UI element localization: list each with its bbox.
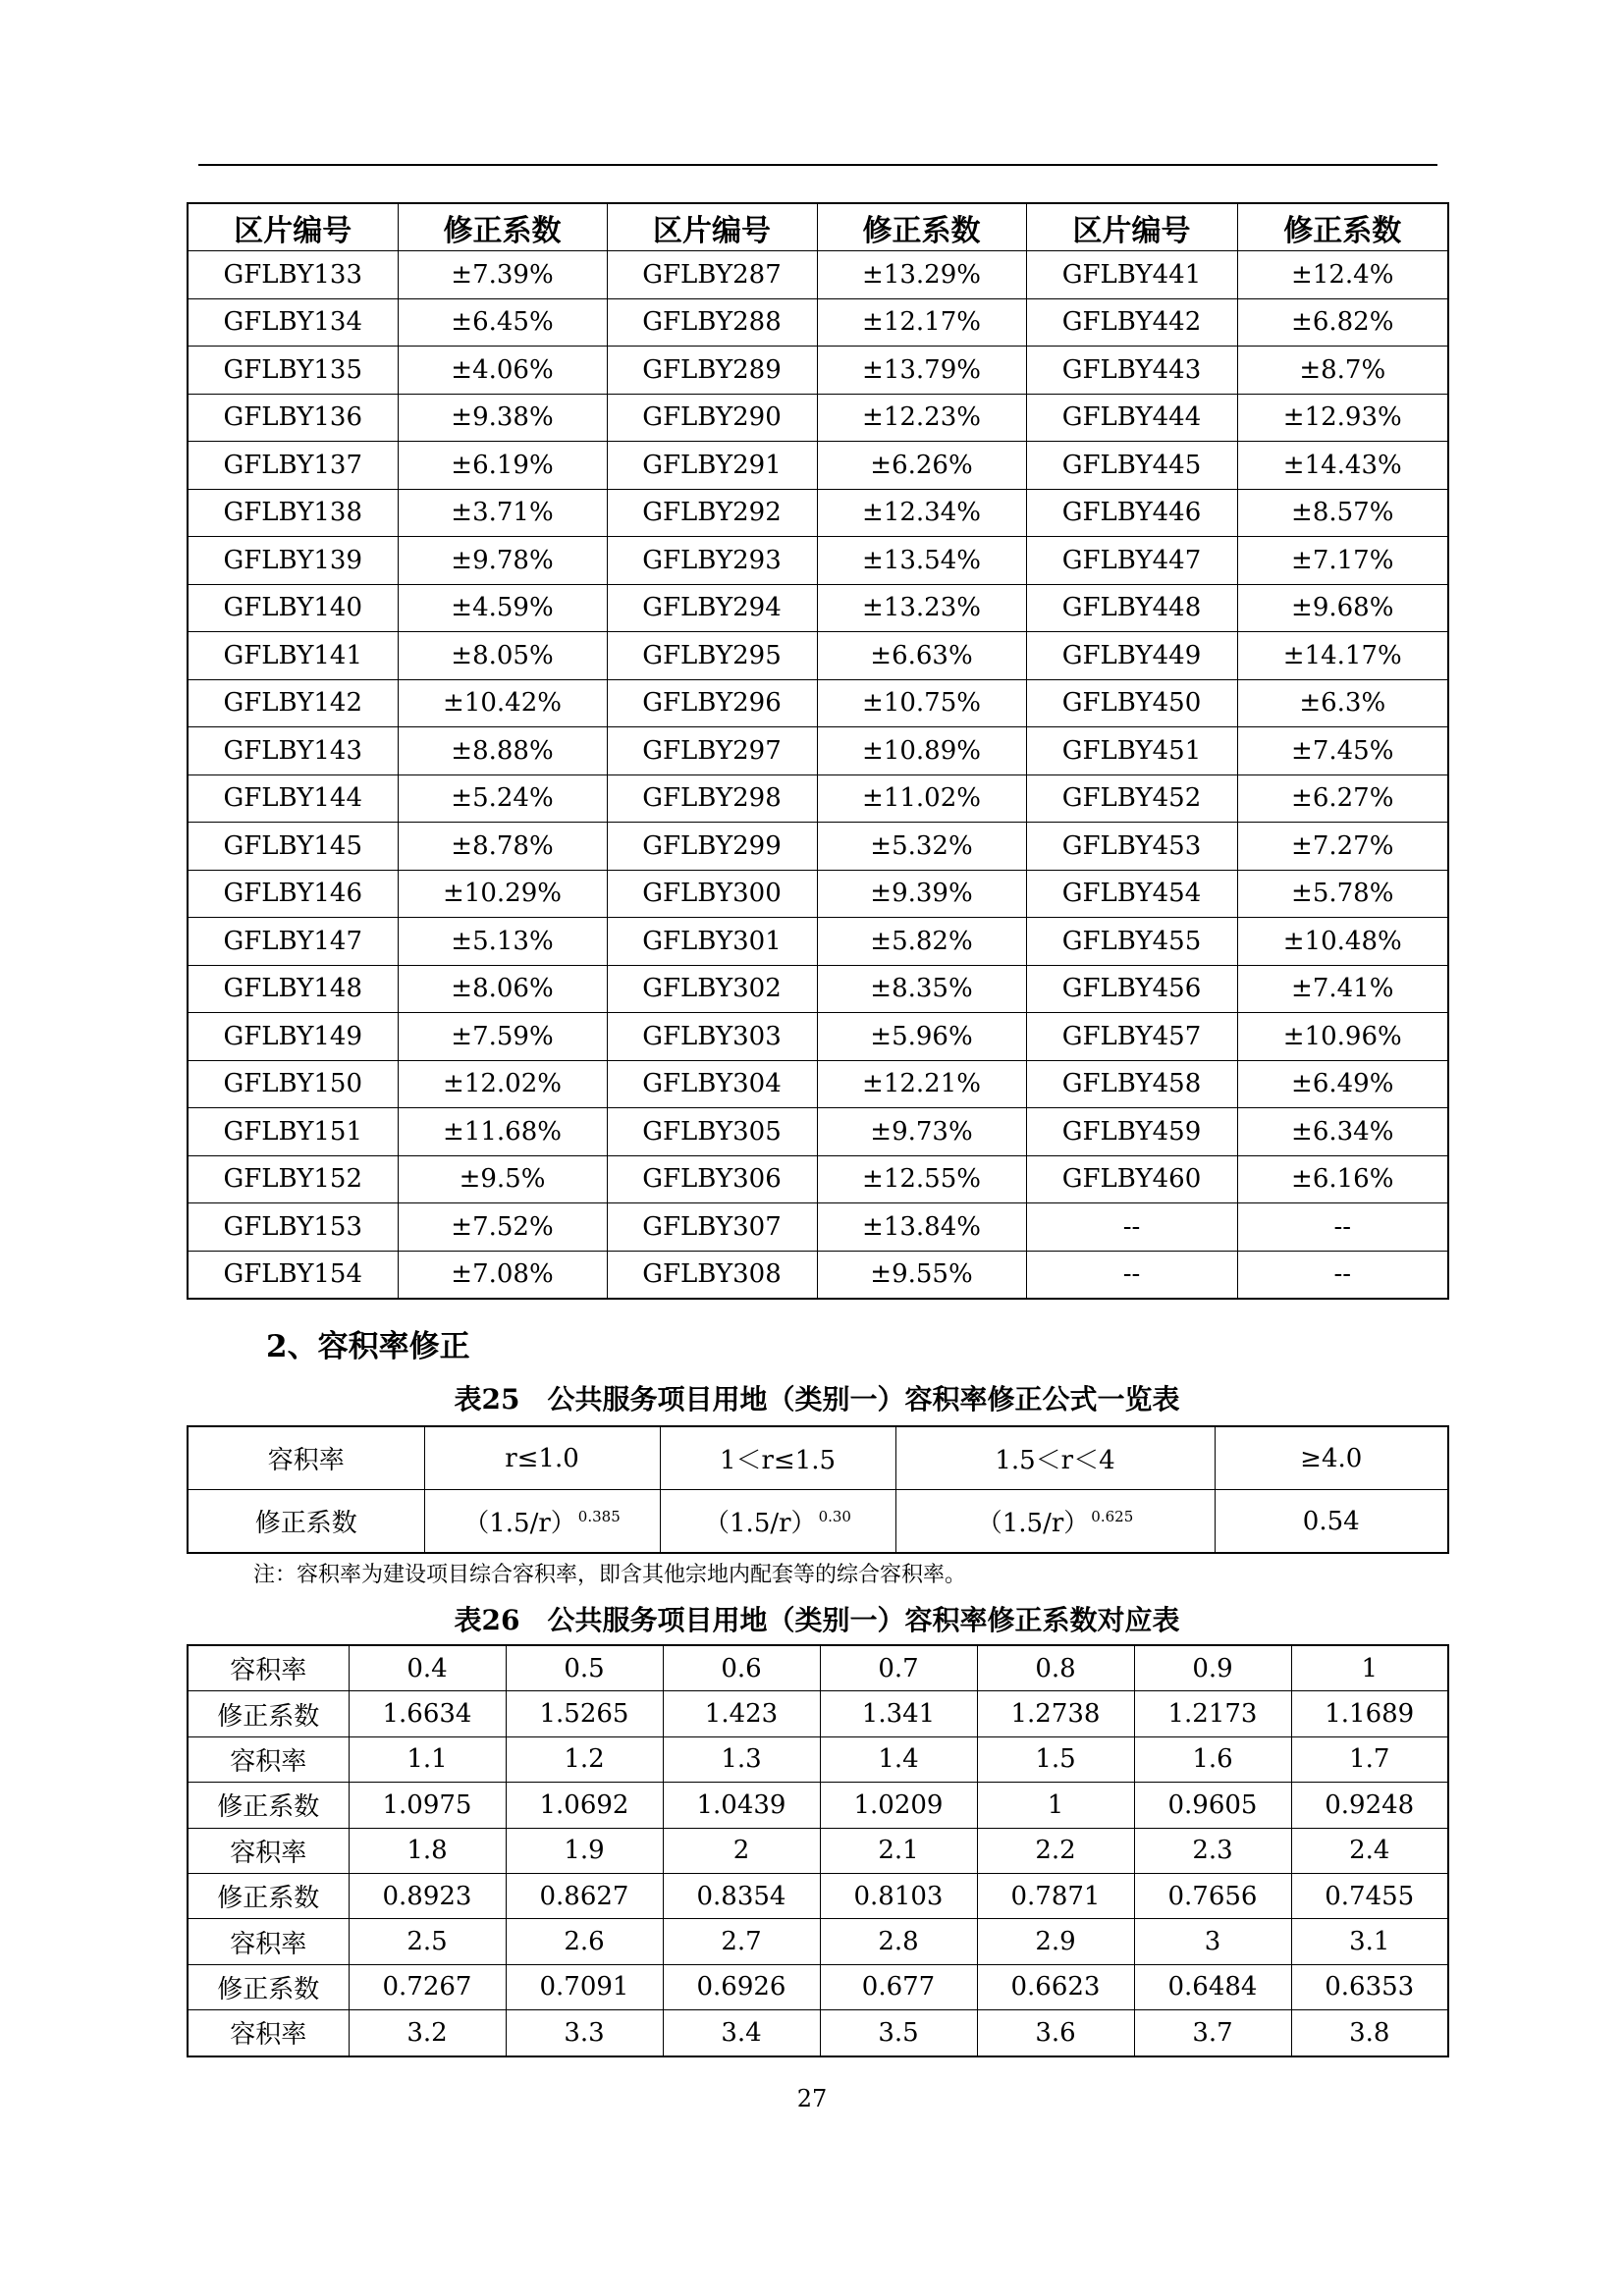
far-value-cell: 2.8 bbox=[820, 1919, 977, 1964]
coefficient-cell: ±11.02% bbox=[817, 774, 1026, 823]
zone-id-cell: GFLBY453 bbox=[1026, 823, 1237, 871]
coefficient-label: 修正系数 bbox=[188, 1873, 349, 1918]
zone-id-cell: GFLBY135 bbox=[188, 347, 398, 395]
table-row bbox=[188, 1783, 1448, 1828]
coefficient-cell: 0.7871 bbox=[977, 1873, 1134, 1918]
table-row bbox=[188, 347, 1448, 395]
table-row bbox=[188, 1873, 1448, 1918]
far-value-cell: 0.5 bbox=[506, 1645, 663, 1691]
zone-id-cell: GFLBY151 bbox=[188, 1108, 398, 1156]
coefficient-cell: 1.341 bbox=[820, 1691, 977, 1736]
zone-id-cell: GFLBY445 bbox=[1026, 442, 1237, 490]
page-number: 27 bbox=[796, 2085, 828, 2112]
formula-cell bbox=[424, 1490, 660, 1554]
formula-base: （1.5/r） bbox=[976, 1509, 1090, 1538]
coefficient-cell: ±5.13% bbox=[398, 918, 607, 966]
coefficient-cell: 0.6623 bbox=[977, 1964, 1134, 2009]
coefficient-cell: ±8.05% bbox=[398, 632, 607, 680]
coefficient-cell: 0.7656 bbox=[1134, 1873, 1291, 1918]
far-label: 容积率 bbox=[188, 1736, 349, 1782]
table-row bbox=[188, 1426, 1448, 1490]
coefficient-cell: ±5.82% bbox=[817, 918, 1026, 966]
coefficient-cell: ±7.45% bbox=[1237, 727, 1448, 775]
coefficient-cell: ±3.71% bbox=[398, 489, 607, 537]
far-label: 容积率 bbox=[188, 2010, 349, 2056]
zone-id-cell: GFLBY139 bbox=[188, 537, 398, 585]
coefficient-cell: ±8.57% bbox=[1237, 489, 1448, 537]
coefficient-cell: ±7.08% bbox=[398, 1251, 607, 1299]
coefficient-cell: ±12.23% bbox=[817, 394, 1026, 442]
table-row bbox=[188, 1919, 1448, 1964]
table26-caption: 表26 公共服务项目用地（类别一）容积率修正系数对应表 bbox=[454, 1604, 1180, 1636]
zone-id-cell: GFLBY145 bbox=[188, 823, 398, 871]
far-value-cell: 0.8 bbox=[977, 1645, 1134, 1691]
zone-id-cell: GFLBY153 bbox=[188, 1203, 398, 1252]
table-row bbox=[188, 251, 1448, 299]
coefficient-cell: ±13.29% bbox=[817, 251, 1026, 299]
range-cell: 1＜r≤1.5 bbox=[660, 1426, 895, 1490]
zone-id-cell: GFLBY305 bbox=[607, 1108, 817, 1156]
zone-id-cell: GFLBY454 bbox=[1026, 870, 1237, 918]
coefficient-cell: 0.9605 bbox=[1134, 1783, 1291, 1828]
coefficient-cell: 1.0692 bbox=[506, 1783, 663, 1828]
coefficient-cell: ±9.38% bbox=[398, 394, 607, 442]
coefficient-cell: ±6.19% bbox=[398, 442, 607, 490]
header-coefficient: 修正系数 bbox=[1237, 203, 1448, 251]
coefficient-cell: 0.6926 bbox=[663, 1964, 820, 2009]
far-value-cell: 3.2 bbox=[349, 2010, 506, 2056]
zone-id-cell: GFLBY457 bbox=[1026, 1013, 1237, 1061]
coefficient-cell: ±6.26% bbox=[817, 442, 1026, 490]
far-coefficient-table bbox=[187, 1644, 1449, 2057]
zone-id-cell: GFLBY134 bbox=[188, 298, 398, 347]
formula-cell bbox=[895, 1490, 1215, 1554]
far-value-cell: 1.1 bbox=[349, 1736, 506, 1782]
formula-base: （1.5/r） bbox=[463, 1509, 576, 1538]
correction-coefficient-table bbox=[187, 202, 1449, 1300]
zone-id-cell: GFLBY295 bbox=[607, 632, 817, 680]
coefficient-cell: ±13.54% bbox=[817, 537, 1026, 585]
far-value-cell: 1.8 bbox=[349, 1828, 506, 1873]
coefficient-cell: ±8.35% bbox=[817, 965, 1026, 1013]
zone-id-cell: GFLBY287 bbox=[607, 251, 817, 299]
zone-id-cell: GFLBY293 bbox=[607, 537, 817, 585]
coefficient-cell: ±9.39% bbox=[817, 870, 1026, 918]
coefficient-cell: ±6.82% bbox=[1237, 298, 1448, 347]
far-value-cell: 3 bbox=[1134, 1919, 1291, 1964]
table-row bbox=[188, 1251, 1448, 1299]
zone-id-cell: GFLBY301 bbox=[607, 918, 817, 966]
far-value-cell: 2.5 bbox=[349, 1919, 506, 1964]
far-value-cell: 3.6 bbox=[977, 2010, 1134, 2056]
coefficient-cell: ±8.06% bbox=[398, 965, 607, 1013]
zone-id-cell: GFLBY148 bbox=[188, 965, 398, 1013]
coefficient-cell: ±14.17% bbox=[1237, 632, 1448, 680]
zone-id-cell: GFLBY303 bbox=[607, 1013, 817, 1061]
zone-id-cell: -- bbox=[1026, 1203, 1237, 1252]
far-value-cell: 0.7 bbox=[820, 1645, 977, 1691]
zone-id-cell: GFLBY149 bbox=[188, 1013, 398, 1061]
table-row bbox=[188, 1203, 1448, 1252]
zone-id-cell: GFLBY140 bbox=[188, 584, 398, 632]
coefficient-cell: 0.7091 bbox=[506, 1964, 663, 2009]
value-cell: 0.54 bbox=[1215, 1490, 1448, 1554]
far-label: 容积率 bbox=[188, 1919, 349, 1964]
coefficient-cell: ±6.16% bbox=[1237, 1155, 1448, 1203]
coefficient-cell: ±10.89% bbox=[817, 727, 1026, 775]
table-row bbox=[188, 823, 1448, 871]
zone-id-cell: GFLBY451 bbox=[1026, 727, 1237, 775]
coefficient-cell: ±13.79% bbox=[817, 347, 1026, 395]
coefficient-cell: ±7.59% bbox=[398, 1013, 607, 1061]
range-cell: ≥4.0 bbox=[1215, 1426, 1448, 1490]
coefficient-cell: 0.6484 bbox=[1134, 1964, 1291, 2009]
coefficient-cell: ±8.78% bbox=[398, 823, 607, 871]
far-value-cell: 0.9 bbox=[1134, 1645, 1291, 1691]
zone-id-cell: GFLBY136 bbox=[188, 394, 398, 442]
coefficient-cell: ±7.17% bbox=[1237, 537, 1448, 585]
zone-id-cell: GFLBY291 bbox=[607, 442, 817, 490]
zone-id-cell: GFLBY144 bbox=[188, 774, 398, 823]
table-row bbox=[188, 1490, 1448, 1554]
coefficient-cell: ±6.49% bbox=[1237, 1060, 1448, 1108]
far-value-cell: 3.8 bbox=[1291, 2010, 1448, 2056]
table25-caption: 表25 公共服务项目用地（类别一）容积率修正公式一览表 bbox=[454, 1383, 1180, 1415]
zone-id-cell: GFLBY300 bbox=[607, 870, 817, 918]
table-row bbox=[188, 1828, 1448, 1873]
zone-id-cell: GFLBY302 bbox=[607, 965, 817, 1013]
zone-id-cell: GFLBY447 bbox=[1026, 537, 1237, 585]
zone-id-cell: GFLBY298 bbox=[607, 774, 817, 823]
far-value-cell: 1.3 bbox=[663, 1736, 820, 1782]
coefficient-cell: ±7.41% bbox=[1237, 965, 1448, 1013]
table-row bbox=[188, 584, 1448, 632]
header-coefficient: 修正系数 bbox=[398, 203, 607, 251]
zone-id-cell: GFLBY306 bbox=[607, 1155, 817, 1203]
far-value-cell: 3.7 bbox=[1134, 2010, 1291, 2056]
zone-id-cell: GFLBY441 bbox=[1026, 251, 1237, 299]
zone-id-cell: GFLBY141 bbox=[188, 632, 398, 680]
zone-id-cell: GFLBY289 bbox=[607, 347, 817, 395]
zone-id-cell: GFLBY142 bbox=[188, 679, 398, 727]
zone-id-cell: GFLBY294 bbox=[607, 584, 817, 632]
coefficient-cell: -- bbox=[1237, 1251, 1448, 1299]
coefficient-cell: ±14.43% bbox=[1237, 442, 1448, 490]
coefficient-cell: ±12.02% bbox=[398, 1060, 607, 1108]
coefficient-cell: ±5.32% bbox=[817, 823, 1026, 871]
coefficient-cell: ±4.59% bbox=[398, 584, 607, 632]
coefficient-cell: ±7.52% bbox=[398, 1203, 607, 1252]
coefficient-cell: -- bbox=[1237, 1203, 1448, 1252]
coefficient-cell: ±9.78% bbox=[398, 537, 607, 585]
table-row bbox=[188, 394, 1448, 442]
table-row bbox=[188, 727, 1448, 775]
zone-id-cell: GFLBY147 bbox=[188, 918, 398, 966]
formula-exponent: 0.30 bbox=[818, 1508, 851, 1525]
table-row bbox=[188, 918, 1448, 966]
coefficient-cell: ±7.39% bbox=[398, 251, 607, 299]
zone-id-cell: GFLBY446 bbox=[1026, 489, 1237, 537]
coefficient-cell: ±10.29% bbox=[398, 870, 607, 918]
coefficient-cell: ±7.27% bbox=[1237, 823, 1448, 871]
coefficient-cell: ±6.34% bbox=[1237, 1108, 1448, 1156]
zone-id-cell: GFLBY452 bbox=[1026, 774, 1237, 823]
coefficient-label: 修正系数 bbox=[188, 1964, 349, 2009]
far-value-cell: 2.9 bbox=[977, 1919, 1134, 1964]
table-row bbox=[188, 965, 1448, 1013]
far-value-cell: 1.7 bbox=[1291, 1736, 1448, 1782]
table-row bbox=[188, 632, 1448, 680]
far-value-cell: 0.4 bbox=[349, 1645, 506, 1691]
zone-id-cell: GFLBY137 bbox=[188, 442, 398, 490]
coefficient-cell: ±10.48% bbox=[1237, 918, 1448, 966]
far-value-cell: 1.9 bbox=[506, 1828, 663, 1873]
zone-id-cell: GFLBY443 bbox=[1026, 347, 1237, 395]
far-label: 容积率 bbox=[188, 1426, 424, 1490]
coefficient-cell: 0.6353 bbox=[1291, 1964, 1448, 2009]
far-value-cell: 2.1 bbox=[820, 1828, 977, 1873]
zone-id-cell: GFLBY150 bbox=[188, 1060, 398, 1108]
far-formula-table bbox=[187, 1425, 1449, 1554]
formula-exponent: 0.385 bbox=[577, 1508, 621, 1525]
coefficient-cell: 0.8103 bbox=[820, 1873, 977, 1918]
coefficient-cell: 0.8923 bbox=[349, 1873, 506, 1918]
coefficient-cell: ±8.7% bbox=[1237, 347, 1448, 395]
coefficient-cell: 1 bbox=[977, 1783, 1134, 1828]
far-value-cell: 1.6 bbox=[1134, 1736, 1291, 1782]
coefficient-cell: ±6.3% bbox=[1237, 679, 1448, 727]
range-cell: 1.5＜r＜4 bbox=[895, 1426, 1215, 1490]
zone-id-cell: GFLBY133 bbox=[188, 251, 398, 299]
zone-id-cell: GFLBY455 bbox=[1026, 918, 1237, 966]
table-row bbox=[188, 1736, 1448, 1782]
far-value-cell: 2.4 bbox=[1291, 1828, 1448, 1873]
coefficient-cell: ±10.42% bbox=[398, 679, 607, 727]
coefficient-cell: ±6.63% bbox=[817, 632, 1026, 680]
zone-id-cell: GFLBY442 bbox=[1026, 298, 1237, 347]
coefficient-cell: ±12.93% bbox=[1237, 394, 1448, 442]
coefficient-cell: 1.423 bbox=[663, 1691, 820, 1736]
header-zone-id: 区片编号 bbox=[1026, 203, 1237, 251]
zone-id-cell: GFLBY450 bbox=[1026, 679, 1237, 727]
coefficient-cell: ±5.24% bbox=[398, 774, 607, 823]
far-value-cell: 1.5 bbox=[977, 1736, 1134, 1782]
far-value-cell: 2 bbox=[663, 1828, 820, 1873]
coefficient-cell: ±9.68% bbox=[1237, 584, 1448, 632]
coefficient-cell: ±13.84% bbox=[817, 1203, 1026, 1252]
far-value-cell: 3.4 bbox=[663, 2010, 820, 2056]
zone-id-cell: GFLBY449 bbox=[1026, 632, 1237, 680]
zone-id-cell: GFLBY138 bbox=[188, 489, 398, 537]
far-value-cell: 3.1 bbox=[1291, 1919, 1448, 1964]
table-row bbox=[188, 1013, 1448, 1061]
zone-id-cell: GFLBY308 bbox=[607, 1251, 817, 1299]
coefficient-cell: ±9.5% bbox=[398, 1155, 607, 1203]
zone-id-cell: GFLBY458 bbox=[1026, 1060, 1237, 1108]
zone-id-cell: GFLBY299 bbox=[607, 823, 817, 871]
formula-base: （1.5/r） bbox=[704, 1509, 817, 1538]
formula-cell bbox=[660, 1490, 895, 1554]
table-row bbox=[188, 1108, 1448, 1156]
coefficient-label: 修正系数 bbox=[188, 1691, 349, 1736]
far-value-cell: 2.3 bbox=[1134, 1828, 1291, 1873]
far-label: 容积率 bbox=[188, 1645, 349, 1691]
coefficient-cell: 0.7455 bbox=[1291, 1873, 1448, 1918]
table-row bbox=[188, 442, 1448, 490]
coefficient-cell: 1.5265 bbox=[506, 1691, 663, 1736]
coefficient-cell: ±6.27% bbox=[1237, 774, 1448, 823]
zone-id-cell: GFLBY152 bbox=[188, 1155, 398, 1203]
zone-id-cell: GFLBY448 bbox=[1026, 584, 1237, 632]
zone-id-cell: GFLBY297 bbox=[607, 727, 817, 775]
far-value-cell: 1.2 bbox=[506, 1736, 663, 1782]
coefficient-cell: ±12.55% bbox=[817, 1155, 1026, 1203]
header-rule bbox=[198, 164, 1437, 166]
coefficient-cell: 1.1689 bbox=[1291, 1691, 1448, 1736]
coefficient-cell: ±10.75% bbox=[817, 679, 1026, 727]
coefficient-cell: ±6.45% bbox=[398, 298, 607, 347]
coefficient-cell: 0.8627 bbox=[506, 1873, 663, 1918]
table-row bbox=[188, 774, 1448, 823]
coefficient-cell: 1.2173 bbox=[1134, 1691, 1291, 1736]
far-label: 容积率 bbox=[188, 1828, 349, 1873]
table-row bbox=[188, 1060, 1448, 1108]
coefficient-cell: 1.2738 bbox=[977, 1691, 1134, 1736]
far-value-cell: 3.3 bbox=[506, 2010, 663, 2056]
coefficient-cell: 0.677 bbox=[820, 1964, 977, 2009]
coefficient-cell: ±5.96% bbox=[817, 1013, 1026, 1061]
table-row bbox=[188, 489, 1448, 537]
header-zone-id: 区片编号 bbox=[607, 203, 817, 251]
table-row bbox=[188, 1155, 1448, 1203]
coefficient-cell: 1.0209 bbox=[820, 1783, 977, 1828]
table-row bbox=[188, 537, 1448, 585]
coefficient-cell: ±8.88% bbox=[398, 727, 607, 775]
table-row bbox=[188, 1645, 1448, 1691]
coefficient-cell: ±4.06% bbox=[398, 347, 607, 395]
header-zone-id: 区片编号 bbox=[188, 203, 398, 251]
zone-id-cell: GFLBY154 bbox=[188, 1251, 398, 1299]
table-row bbox=[188, 1691, 1448, 1736]
far-value-cell: 2.2 bbox=[977, 1828, 1134, 1873]
far-value-cell: 2.6 bbox=[506, 1919, 663, 1964]
coefficient-cell: ±12.21% bbox=[817, 1060, 1026, 1108]
coefficient-label: 修正系数 bbox=[188, 1783, 349, 1828]
far-value-cell: 1.4 bbox=[820, 1736, 977, 1782]
coefficient-cell: ±9.55% bbox=[817, 1251, 1026, 1299]
coefficient-label: 修正系数 bbox=[188, 1490, 424, 1554]
zone-id-cell: GFLBY456 bbox=[1026, 965, 1237, 1013]
table-row bbox=[188, 298, 1448, 347]
zone-id-cell: GFLBY296 bbox=[607, 679, 817, 727]
zone-id-cell: GFLBY146 bbox=[188, 870, 398, 918]
zone-id-cell: GFLBY307 bbox=[607, 1203, 817, 1252]
table-row bbox=[188, 2010, 1448, 2056]
table-note: 注：容积率为建设项目综合容积率，即含其他宗地内配套等的综合容积率。 bbox=[253, 1563, 967, 1587]
zone-id-cell: GFLBY459 bbox=[1026, 1108, 1237, 1156]
far-value-cell: 3.5 bbox=[820, 2010, 977, 2056]
zone-id-cell: GFLBY143 bbox=[188, 727, 398, 775]
coefficient-cell: 1.0439 bbox=[663, 1783, 820, 1828]
coefficient-cell: 0.7267 bbox=[349, 1964, 506, 2009]
table-row bbox=[188, 870, 1448, 918]
coefficient-cell: 0.8354 bbox=[663, 1873, 820, 1918]
coefficient-cell: 1.6634 bbox=[349, 1691, 506, 1736]
coefficient-cell: ±12.34% bbox=[817, 489, 1026, 537]
formula-exponent: 0.625 bbox=[1091, 1508, 1134, 1525]
far-value-cell: 1 bbox=[1291, 1645, 1448, 1691]
far-value-cell: 0.6 bbox=[663, 1645, 820, 1691]
coefficient-cell: 1.0975 bbox=[349, 1783, 506, 1828]
coefficient-cell: ±12.17% bbox=[817, 298, 1026, 347]
coefficient-cell: ±11.68% bbox=[398, 1108, 607, 1156]
coefficient-cell: 0.9248 bbox=[1291, 1783, 1448, 1828]
table-header-row bbox=[188, 203, 1448, 251]
coefficient-cell: ±12.4% bbox=[1237, 251, 1448, 299]
zone-id-cell: GFLBY304 bbox=[607, 1060, 817, 1108]
coefficient-cell: ±9.73% bbox=[817, 1108, 1026, 1156]
range-cell: r≤1.0 bbox=[424, 1426, 660, 1490]
coefficient-cell: ±13.23% bbox=[817, 584, 1026, 632]
table-row bbox=[188, 1964, 1448, 2009]
section-title: 2、容积率修正 bbox=[266, 1329, 470, 1364]
zone-id-cell: GFLBY292 bbox=[607, 489, 817, 537]
zone-id-cell: GFLBY288 bbox=[607, 298, 817, 347]
zone-id-cell: GFLBY444 bbox=[1026, 394, 1237, 442]
zone-id-cell: GFLBY290 bbox=[607, 394, 817, 442]
zone-id-cell: GFLBY460 bbox=[1026, 1155, 1237, 1203]
zone-id-cell: -- bbox=[1026, 1251, 1237, 1299]
header-coefficient: 修正系数 bbox=[817, 203, 1026, 251]
coefficient-cell: ±10.96% bbox=[1237, 1013, 1448, 1061]
far-value-cell: 2.7 bbox=[663, 1919, 820, 1964]
table-row bbox=[188, 679, 1448, 727]
coefficient-cell: ±5.78% bbox=[1237, 870, 1448, 918]
